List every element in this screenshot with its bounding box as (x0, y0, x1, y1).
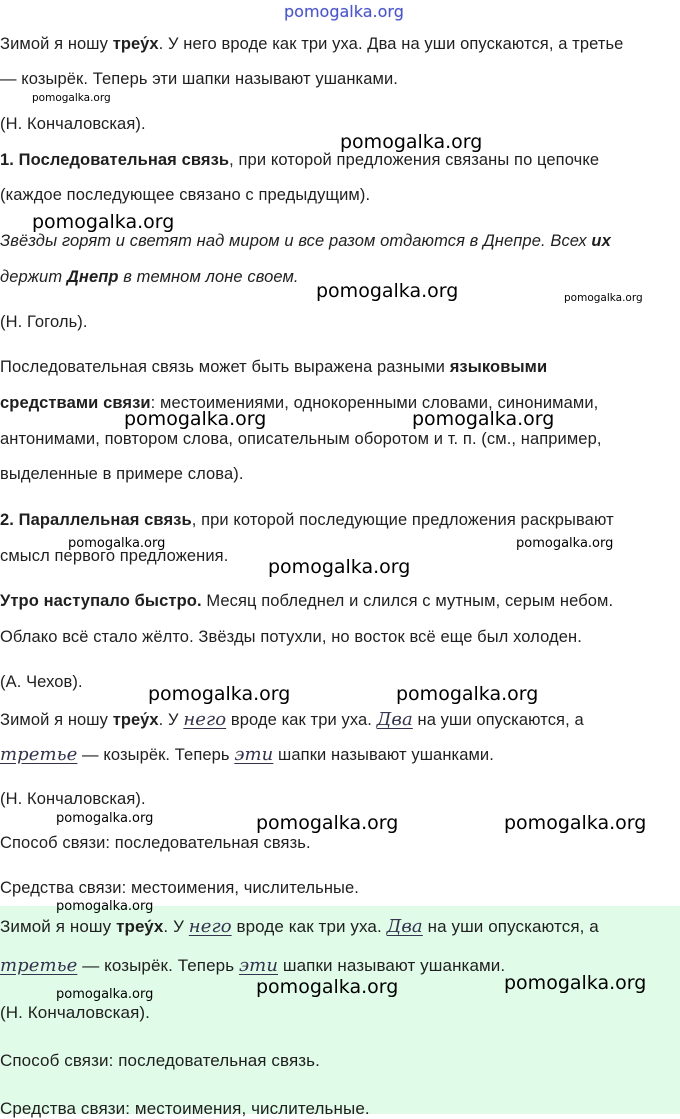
text: Зимой я ношу (0, 35, 113, 53)
answer-line1 (0, 709, 680, 730)
text: вроде как три уха. (231, 917, 387, 936)
quote1-line2: — козырёк. Теперь эти шапки называют ушанками. (0, 70, 398, 88)
text: Последовательная связь может быть выражена разными (0, 358, 450, 376)
watermark: pomogalka.org (68, 536, 166, 551)
watermark: pomogalka.org (256, 812, 399, 834)
text: шапки называют ушанками. (273, 746, 494, 764)
text: шапки называют ушанками. (278, 956, 506, 975)
section2-heading-line2: смысл первого предложения. (0, 547, 229, 565)
text: Звёзды горят и светят над миром и все разом отдаются в Днепре. Всех (0, 232, 592, 250)
top-watermark: pomogalka.org (284, 2, 404, 21)
watermark: pomogalka.org (504, 812, 647, 834)
answer-author: (Н. Кончаловская). (0, 790, 146, 808)
text: Месяц побледнел и слился с мутным, серым небом. (201, 592, 614, 610)
watermark: pomogalka.org (124, 408, 267, 430)
answer-line2 (0, 744, 680, 765)
text: в темном лоне своем. (118, 268, 299, 286)
text: на уши опускаются, а (422, 917, 599, 936)
handwritten-word: Два (376, 709, 413, 730)
handwritten-word: эти (239, 955, 279, 976)
text: — козырёк. Теперь (77, 746, 235, 764)
section1-heading-line2: (каждое последующее связано с предыдущим). (0, 186, 371, 204)
handwritten-word: Два (386, 916, 423, 937)
bold-word: треу́х (112, 711, 159, 729)
section1-desc-line3: антонимами, повтором слова, описательным оборотом и т. п. (см., например, (0, 430, 602, 448)
section2-example-line2: Облако всё стало жёлто. Звёзды потухли, но восток всё еще был холоден. (0, 628, 582, 646)
bold-word: треу́х (112, 35, 159, 53)
highlight-author: (Н. Кончаловская). (0, 1003, 151, 1022)
watermark: pomogalka.org (56, 811, 154, 826)
text: . У (158, 711, 184, 729)
watermark: pomogalka.org (316, 280, 459, 302)
text: вроде как три уха. (226, 711, 377, 729)
bold-word: средствами связи (0, 394, 151, 412)
highlight-method: Способ связи: последовательная связь. (0, 1051, 320, 1070)
section1-desc-line2 (0, 394, 680, 413)
watermark: pomogalka.org (516, 536, 614, 551)
quote1-line1 (0, 35, 680, 54)
section1-example-line1 (0, 232, 680, 251)
watermark: pomogalka.org (412, 408, 555, 430)
text: , при которой предложения связаны по цепочке (229, 151, 600, 169)
text: — козырёк. Теперь (77, 956, 239, 975)
watermark: pomogalka.org (56, 899, 154, 914)
watermark: pomogalka.org (268, 556, 411, 578)
bold-word: треу́х (116, 917, 164, 936)
handwritten-word: третье (0, 744, 78, 765)
quote1-author: (Н. Кончаловская). (0, 115, 146, 133)
section1-heading (0, 151, 680, 170)
text: . У (163, 917, 189, 936)
section2-example-line1 (0, 592, 680, 611)
text: на уши опускаются, а (412, 711, 584, 729)
highlight-line1 (0, 916, 680, 937)
section1-desc-line1 (0, 358, 680, 377)
section2-heading (0, 511, 680, 530)
answer-method: Способ связи: последовательная связь. (0, 834, 311, 852)
watermark: pomogalka.org (148, 683, 291, 705)
section1-desc-line4: выделенные в примере слова). (0, 465, 244, 483)
section1-author: (Н. Гоголь). (0, 313, 88, 331)
text: Зимой я ношу (0, 917, 117, 936)
watermark: pomogalka.org (504, 972, 647, 994)
watermark: pomogalka.org (340, 131, 483, 153)
handwritten-word: третье (0, 955, 78, 976)
bold-sentence: Утро наступало быстро. (0, 592, 202, 610)
bold-word: Днепр (66, 268, 119, 286)
handwritten-word: эти (234, 744, 274, 765)
watermark: pomogalka.org (256, 976, 399, 998)
answer-means: Средства связи: местоимения, числительные. (0, 879, 359, 897)
watermark: pomogalka.org (396, 683, 539, 705)
text: , при которой последующие предложения раскрывают (191, 511, 614, 529)
bold-word: их (591, 232, 611, 250)
heading-bold: 2. Параллельная связь (0, 511, 192, 529)
handwritten-word: него (188, 916, 232, 937)
watermark: pomogalka.org (32, 92, 111, 104)
heading-bold: 1. Последовательная связь (0, 151, 230, 169)
section2-author: (А. Чехов). (0, 673, 83, 691)
text: . У него вроде как три уха. Два на уши опускаются, а третье (158, 35, 624, 53)
bold-word: языковыми (449, 358, 548, 376)
handwritten-word: него (183, 709, 227, 730)
watermark: pomogalka.org (32, 211, 175, 233)
text: держит (0, 268, 67, 286)
watermark: pomogalka.org (56, 987, 154, 1002)
watermark: pomogalka.org (564, 292, 643, 304)
text: Зимой я ношу (0, 711, 113, 729)
highlight-means: Средства связи: местоимения, числительные. (0, 1099, 370, 1118)
text: : местоимениями, однокоренными словами, синонимами, (150, 394, 599, 412)
